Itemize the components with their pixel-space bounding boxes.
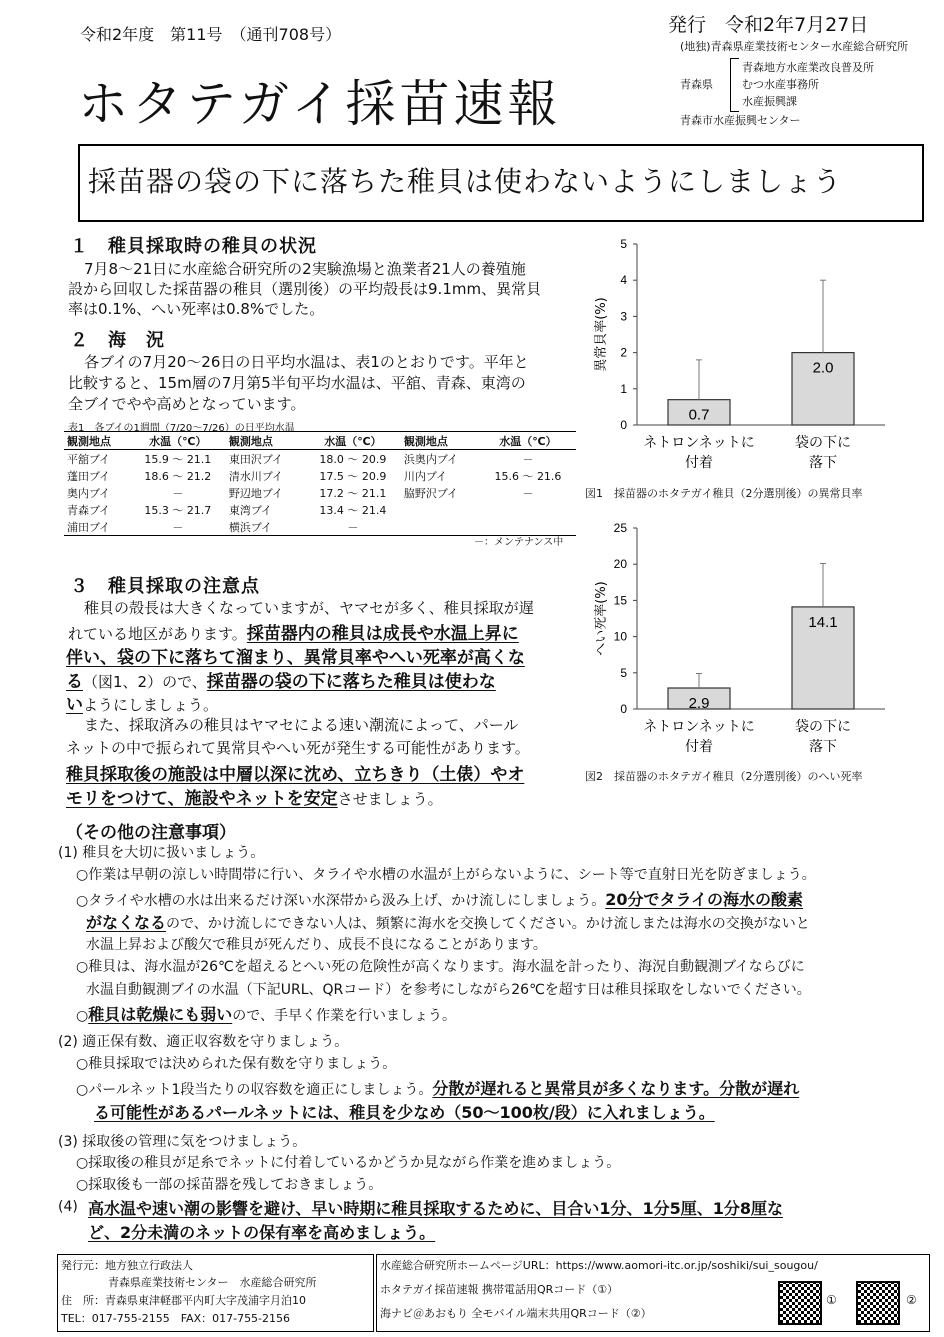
table-cell: 清水川ブイ	[228, 469, 283, 483]
emphasis-text: る可能性があるパールネットには、稚貝を少なめ（50～100枚/段）に入れましょう。	[94, 1103, 715, 1122]
x-tick-label: 付着	[685, 455, 713, 471]
table-header-cell: 観測地点	[228, 434, 273, 448]
table-cell: 青森ブイ	[67, 503, 111, 517]
footer-publisher-org: 青森県産業技術センター 水産総合研究所	[108, 1276, 317, 1289]
table-cell: 川内ブイ	[403, 469, 447, 483]
text-span: ようにしましょう。	[83, 696, 219, 714]
table-cell: 17.5 ～ 20.9	[319, 469, 387, 483]
org-city: 青森市水産振興センター	[680, 114, 801, 127]
table-cell: 18.6 ～ 21.2	[144, 469, 212, 483]
emphasis-text: る	[66, 672, 83, 692]
x-tick-label: ネトロンネットに	[643, 435, 755, 451]
note-line	[76, 1002, 456, 1025]
emphasis-text: 稚貝は乾燥にも弱い	[88, 1005, 233, 1024]
table-note: －：メンテナンス中	[474, 537, 564, 548]
table-cell: 15.6 ～ 21.6	[494, 469, 562, 483]
section3-line	[66, 690, 218, 715]
section3-line	[66, 784, 443, 809]
table-cell: 18.0 ～ 20.9	[319, 452, 387, 466]
emphasis-line	[88, 1220, 435, 1243]
y-tick-label: 3	[620, 309, 627, 324]
data-label: 0.7	[688, 406, 710, 424]
table-header-cell: 観測地点	[403, 434, 448, 448]
table-cell: －	[522, 486, 534, 500]
section2-line: 各ブイの7月20～26日の日平均水温は、表1のとおりです。平年と	[84, 353, 529, 371]
y-tick-label: 0	[620, 702, 627, 716]
x-tick-label: 落下	[809, 739, 837, 755]
x-tick-label: ネトロンネットに	[643, 719, 755, 735]
section1-line: 7月8～21日に水産総合研究所の2実験漁場と漁業者21人の養殖施	[84, 260, 526, 278]
y-tick-label: 5	[620, 237, 627, 251]
x-tick-label: 袋の下に	[795, 435, 851, 451]
note-heading: (3) 採取後の管理に気をつけましょう。	[58, 1134, 307, 1150]
emphasis-text: 20分でタライの海水の酸素	[605, 890, 804, 909]
chart-mortality-rate	[585, 512, 930, 767]
emphasis-text: ど、2分未満のネットの保有率を高めましょう。	[88, 1223, 436, 1242]
chart1-caption: 図1 採苗器のホタテガイ稚貝（2分選別後）の異常貝率	[585, 487, 863, 500]
table-cell: －	[172, 520, 184, 534]
table-cell: －	[172, 486, 184, 500]
table-row	[64, 467, 576, 484]
y-tick-label: 0	[620, 418, 627, 432]
table-row	[64, 501, 576, 518]
table-cell: 野辺地ブイ	[228, 486, 283, 500]
table-cell: 浜奥内ブイ	[403, 452, 458, 466]
table-cell	[401, 518, 480, 536]
table-cell: 奥内ブイ	[67, 486, 111, 500]
table-header-cell: 水温（℃）	[149, 434, 207, 448]
emphasis-text: 採苗器内の稚貝は成長や水温上昇に	[246, 624, 519, 644]
footer-address: 住 所：青森県東津軽郡平内町大字茂浦字月泊10	[61, 1294, 306, 1307]
emphasis-text: 採苗器の袋の下に落ちた稚貝は使わな	[206, 672, 496, 692]
table-cell: 横浜ブイ	[228, 520, 272, 534]
footer-phone: TEL：017-755-2155 FAX：017-755-2156	[61, 1312, 291, 1325]
note-heading-number: (4)	[58, 1199, 78, 1215]
org-list-item: 水産振興課	[742, 95, 797, 108]
note-line: ○採取後も一部の採苗器を残しておきましょう。	[76, 1177, 383, 1193]
table-cell: 脇野沢ブイ	[403, 486, 458, 500]
note-line: 水温自動観測ブイの水温（下記URL、QRコード）を参考にしながら26℃を超す日は稚貝採取をしないでください。	[86, 982, 811, 998]
text-span: ○	[76, 1008, 89, 1024]
y-tick-label: 25	[613, 521, 627, 535]
y-tick-label: 20	[613, 557, 627, 572]
text-span: ので、かけ流しにできない人は、頻繁に海水を交換してください。かけ流しまたは海水の交換がないと	[166, 916, 810, 932]
table-header-cell: 水温（℃）	[324, 434, 382, 448]
emphasis-text: 伴い、袋の下に落ちて溜まり、異常貝率やへい死率が高くな	[66, 648, 525, 668]
emphasis-text: 高水温や速い潮の影響を避け、早い時期に稚貝採取するために、目合い1分、1分5厘、1分8厘な	[88, 1199, 784, 1218]
qr-code-1-icon[interactable]	[778, 1281, 822, 1325]
table-cell: 15.9 ～ 21.1	[144, 452, 212, 466]
y-tick-label: 4	[620, 273, 627, 288]
table-row	[64, 484, 576, 501]
x-tick-label: 付着	[685, 739, 713, 755]
section2-line: 比較すると、15m層の7月第5半旬平均水温は、平舘、青森、東湾の	[68, 374, 526, 392]
table-cell: －	[522, 452, 534, 466]
note-line: ○稚貝採取では決められた保有数を守りましょう。	[76, 1056, 397, 1072]
section1-title: １ 稚貝採取時の稚貝の状況	[70, 236, 317, 257]
issue-number: 令和2年度 第11号 （通刊708号）	[80, 25, 342, 44]
qr-code-2-icon[interactable]	[856, 1281, 900, 1325]
text-span: ○タライや水槽の水は出来るだけ深い水深帯から汲み上げ、かけ流しにしましょう。	[76, 893, 606, 909]
section3-line: また、採取済みの稚貝はヤマセによる速い潮流によって、パール	[84, 716, 519, 734]
table-header-cell: 水温（℃）	[499, 434, 557, 448]
text-span: （図1、2）ので、	[83, 673, 207, 691]
text-span: ○パールネット1段当たりの収容数を適正にしましょう。	[76, 1082, 433, 1098]
y-tick-label: 5	[620, 665, 627, 680]
emphasis-text: 分散が遅れると異常貝が多くなります。分散が遅れ	[432, 1079, 800, 1098]
note-line: ○採取後の稚貝が足糸でネットに付着しているかどうか見ながら作業を進めましょう。	[76, 1155, 621, 1171]
note-line	[86, 910, 810, 933]
footer-qr1-text: ホタテガイ採苗速報 携帯電話用QRコード（①）	[380, 1283, 619, 1296]
table-cell	[480, 501, 576, 518]
emphasis-text: い	[66, 695, 83, 715]
table-cell: 蓬田ブイ	[67, 469, 111, 483]
text-span: ので、手早く作業を行いましょう。	[232, 1008, 456, 1024]
chart2-caption: 図2 採苗器のホタテガイ稚貝（2分選別後）のへい死率	[585, 770, 863, 783]
section1-line: 設から回収した採苗器の稚貝（選別後）の平均殻長は9.1mm、異常貝	[68, 280, 542, 298]
section2-title: ２ 海 況	[70, 330, 165, 351]
table-caption: 表1 各ブイの1週間（7/20～7/26）の日平均水温	[68, 423, 295, 434]
table-cell	[401, 501, 480, 518]
table-header-row	[64, 432, 576, 450]
x-tick-label: 落下	[809, 455, 837, 471]
y-tick-label: 10	[613, 629, 627, 644]
data-label: 14.1	[808, 613, 838, 631]
footer-url[interactable]: 水産総合研究所ホームページURL：https://www.aomori-itc.or.jp/soshiki/sui_sougou/	[380, 1259, 818, 1272]
note-line	[76, 887, 803, 910]
y-axis-label: 異常貝率(%)	[594, 297, 609, 372]
emphasis-line	[88, 1196, 783, 1219]
org-list-item: むつ水産事務所	[742, 78, 819, 91]
org-list	[742, 59, 874, 110]
qr2-mark: ②	[906, 1293, 917, 1307]
section3-line	[66, 667, 496, 692]
footer-publisher: 発行元：地方独立行政法人	[61, 1259, 193, 1272]
note-line: ○作業は早朝の涼しい時間帯に行い、タライや水槽の水温が上がらないように、シート等で直射日光を防ぎましょう。	[76, 867, 816, 883]
y-axis-label: へい死率(%)	[594, 581, 609, 656]
note-line	[76, 1076, 799, 1099]
org-pref-label: 青森県	[680, 78, 713, 91]
text-span: させましょう。	[337, 790, 443, 808]
table-cell: 東田沢ブイ	[228, 452, 283, 466]
water-temp-table	[64, 431, 576, 536]
section1-line: 率は0.1%、へい死率は0.8%でした。	[68, 300, 325, 318]
table-cell: 13.4 ～ 21.4	[319, 503, 387, 517]
org-list-item: 青森地方水産業改良普及所	[742, 61, 874, 74]
qr1-mark: ①	[826, 1293, 837, 1307]
emphasis-line	[94, 1100, 715, 1123]
table-cell: －	[347, 520, 359, 534]
note-line: ○稚貝は、海水温が26℃を超えるとへい死の危険性が高くなります。海水温を計ったり、海況自動観測ブイならびに	[76, 959, 805, 975]
headline: 採苗器の袋の下に落ちた稚貝は使わないようにしましょう	[88, 165, 843, 198]
table-cell: 17.2 ～ 21.1	[319, 486, 387, 500]
newsletter-title: ホタテガイ採苗速報	[78, 75, 562, 133]
emphasis-text: 稚貝採取後の施設は中層以深に沈め、立ちきり（土俵）やオ	[66, 765, 525, 785]
table-cell: 東湾ブイ	[228, 503, 272, 517]
emphasis-text: モリをつけて、施設やネットを安定	[66, 789, 338, 809]
text-span: れている地区があります。	[68, 625, 247, 643]
section3-line	[68, 619, 519, 644]
table-row	[64, 450, 576, 468]
x-tick-label: 袋の下に	[795, 719, 851, 735]
section3-line: ネットの中で振られて異常貝やへい死が発生する可能性があります。	[66, 739, 530, 757]
note-heading: (1) 稚貝を大切に扱いましょう。	[58, 845, 265, 861]
y-tick-label: 15	[613, 593, 627, 608]
section3-line: 稚貝の殻長は大きくなっていますが、ヤマセが多く、稚貝採取が遅	[84, 599, 534, 617]
y-tick-label: 2	[620, 345, 627, 360]
other-notes-title: （その他の注意事項）	[66, 823, 236, 843]
note-heading: (2) 適正保有数、適正収容数を守りましょう。	[58, 1034, 349, 1050]
section2-line: 全ブイでやや高めとなっています。	[68, 395, 306, 413]
table-cell: 平舘ブイ	[67, 452, 111, 466]
org-bracket	[730, 58, 739, 112]
issue-date: 発行 令和2年7月27日	[668, 14, 869, 36]
footer-qr2-text: 海ナビ＠あおもり 全モバイル端末共用QRコード（②）	[380, 1307, 652, 1320]
data-label: 2.9	[688, 695, 710, 713]
chart-abnormal-rate	[585, 228, 930, 483]
table-cell: 15.3 ～ 21.7	[144, 503, 212, 517]
emphasis-text: がなくなる	[86, 913, 167, 932]
org-main: (地独)青森県産業技術センター水産総合研究所	[680, 40, 909, 53]
y-tick-label: 1	[620, 381, 627, 396]
note-line: 水温上昇および酸欠で稚貝が死んだり、成長不良になることがあります。	[86, 937, 547, 953]
table-cell: 浦田ブイ	[67, 520, 111, 534]
table-header-cell: 観測地点	[67, 434, 111, 448]
data-label: 2.0	[812, 359, 834, 377]
section3-title: ３ 稚貝採取の注意点	[70, 576, 260, 597]
